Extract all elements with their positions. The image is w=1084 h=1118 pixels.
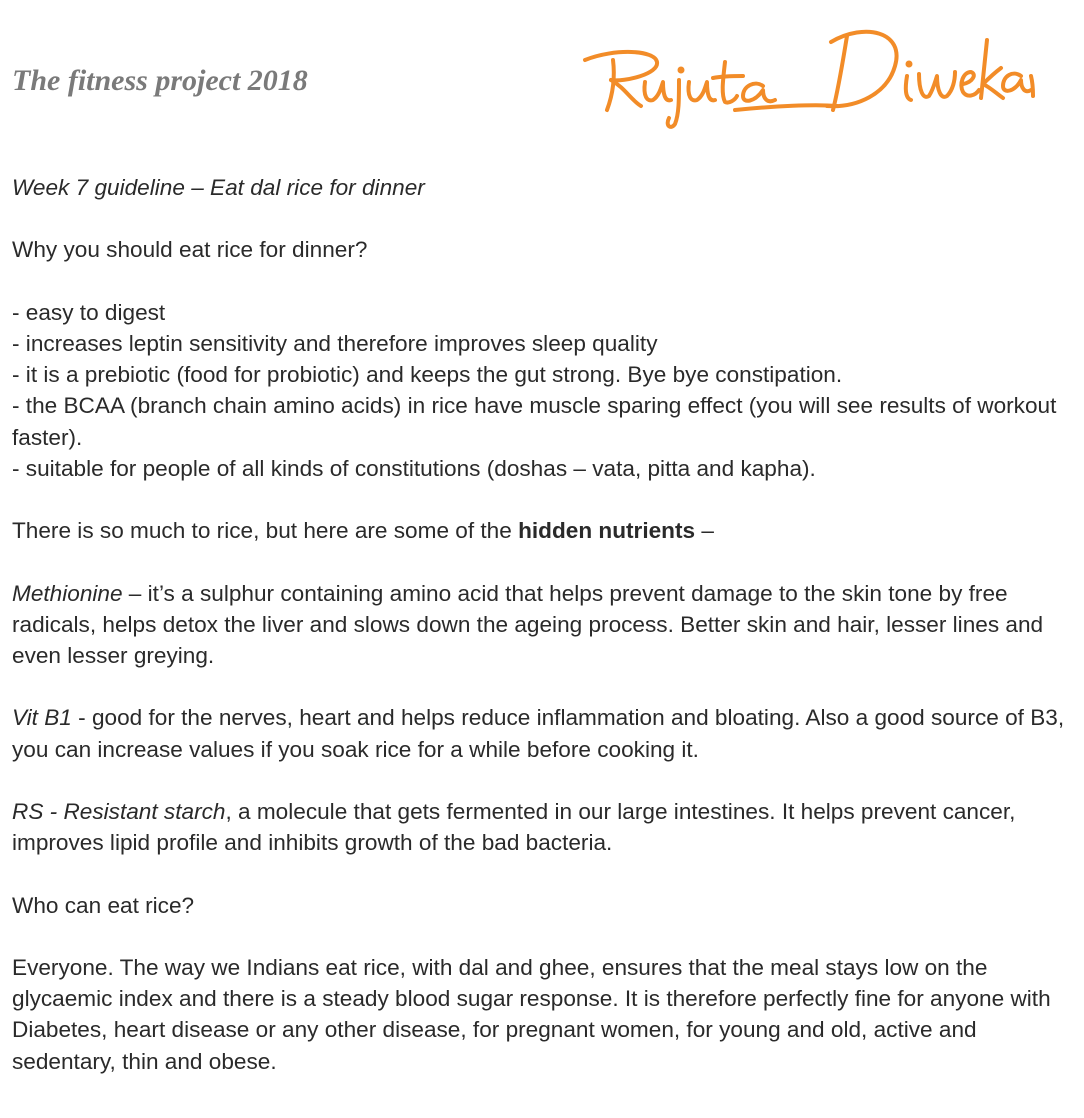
rujuta-diwekar-signature-logo [575, 10, 1035, 130]
list-item: - it is a prebiotic (food for probiotic) and keeps the gut strong. Bye bye constipation. [12, 362, 843, 388]
nutrient-description: - good for the nerves, heart and helps reduce inflammation and bloating. Also a good source of B3, you can increase values if you soak rice for a while before cooking it. [12, 705, 1065, 762]
nutrient-vit-b1 [12, 702, 1080, 764]
nutrient-methionine [12, 578, 1080, 672]
hidden-nutrients-intro [12, 515, 1080, 546]
list-item: - suitable for people of all kinds of constitutions (doshas – vata, pitta and kapha). [12, 455, 816, 481]
nutrient-name: RS - Resistant starch [12, 798, 226, 824]
hidden-nutrients-label: hidden nutrients [518, 518, 696, 544]
intro-suffix: – [695, 518, 714, 544]
who-text: Everyone. The way we Indians eat rice, with dal and ghee, ensures that the meal stays low on the glycaemic index and there is a steady blood sugar response. It is therefore perfectly fine for anyone with Diabetes, heart disease or any other disease, for pregnant women, for young and old, active and sedentary, thin and obese. [12, 954, 1051, 1074]
why-heading: Why you should eat rice for dinner? [12, 237, 368, 263]
intro-text: There is so much to rice, but here are some of the [12, 518, 519, 544]
list-item: - easy to digest [12, 299, 166, 325]
nutrient-name: Methionine [12, 580, 123, 606]
document-body [12, 172, 1080, 1077]
project-title: The fitness project 2018 [12, 64, 308, 97]
nutrient-description: , a molecule that gets fermented in our large intestines. It helps prevent cancer, improves lipid profile and inhibits growth of the bad bacteria. [12, 798, 1016, 856]
list-item: - the BCAA (branch chain amino acids) in rice have muscle sparing effect (you will see results of workout faster). [12, 393, 1057, 450]
document-header [0, 0, 1084, 150]
list-item: - increases leptin sensitivity and therefore improves sleep quality [12, 330, 658, 356]
nutrient-resistant-starch [12, 796, 1080, 858]
nutrient-description: – it’s a sulphur containing amino acid that helps prevent damage to the skin tone by free radicals, helps detox the liver and slows down the ageing process. Better skin and hair, lesser lines and even lesser greying. [12, 580, 1044, 668]
who-heading: Who can eat rice? [12, 892, 195, 918]
guideline-title: Week 7 guideline – Eat dal rice for dinner [12, 175, 425, 200]
nutrient-name: Vit B1 [12, 705, 72, 731]
benefits-list [12, 297, 1080, 484]
